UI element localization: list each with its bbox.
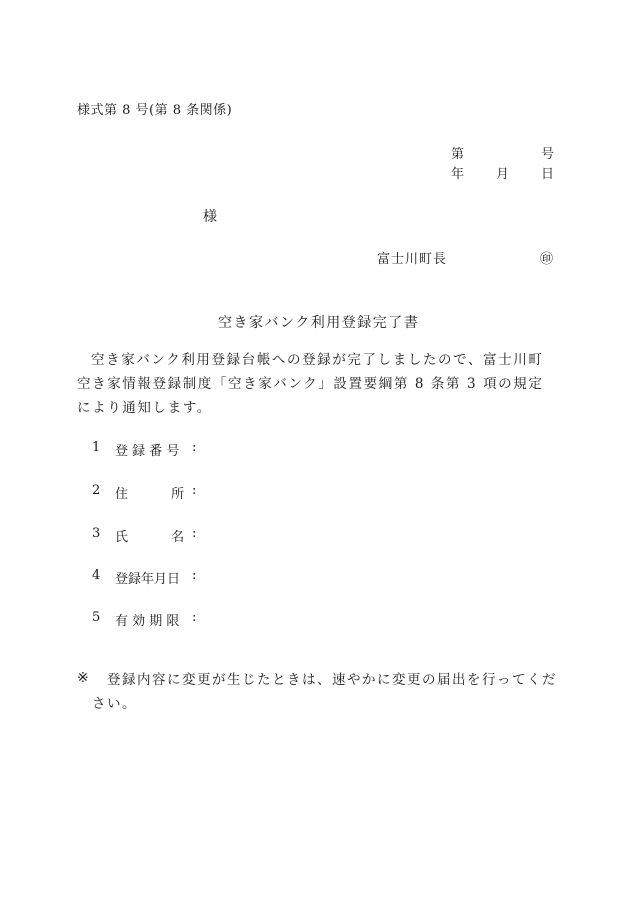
date-day-label: 日 (541, 167, 555, 182)
addressee-honorific: 様 (203, 209, 217, 225)
item-label: 住 所 (115, 487, 185, 502)
document-title: 空き家バンク利用登録完了書 (218, 315, 420, 331)
document-number-prefix: 第 (451, 147, 465, 162)
item-colon: : (192, 526, 197, 541)
seal-mark-icon: ㊞ (540, 252, 554, 267)
item-label: 登録年月日 (115, 572, 181, 587)
item-label: 有 効 期 限 (115, 614, 180, 629)
item-label: 氏 名 (115, 530, 185, 545)
item-number: 3 (92, 526, 101, 541)
note-text-line2: さい。 (92, 696, 137, 712)
item-colon: : (192, 568, 197, 583)
note-asterisk-icon: ※ (77, 670, 89, 686)
item-number: 5 (92, 610, 101, 625)
item-colon: : (192, 483, 197, 498)
form-number-label: 様式第 8 号(第 8 条関係) (77, 103, 233, 118)
document-number-suffix: 号 (541, 147, 555, 162)
note-text-line1: 登録内容に変更が生じたときは、速やかに変更の届出を行ってくだ (107, 672, 557, 688)
item-colon: : (192, 610, 197, 625)
item-label: 登 録 番 号 (115, 444, 180, 459)
item-number: 4 (92, 568, 101, 583)
date-year-label: 年 (451, 167, 465, 182)
item-number: 1 (92, 440, 101, 455)
item-colon: : (192, 440, 197, 455)
notification-body: 空き家バンク利用登録台帳への登録が完了しましたので、富士川町空き家情報登録制度「空き家バンク」設置要綱第 8 条第 3 項の規定により通知します。 (77, 352, 544, 416)
item-number: 2 (92, 483, 101, 498)
sender-name: 富士川町長 (377, 252, 448, 267)
date-month-label: 月 (496, 167, 510, 182)
